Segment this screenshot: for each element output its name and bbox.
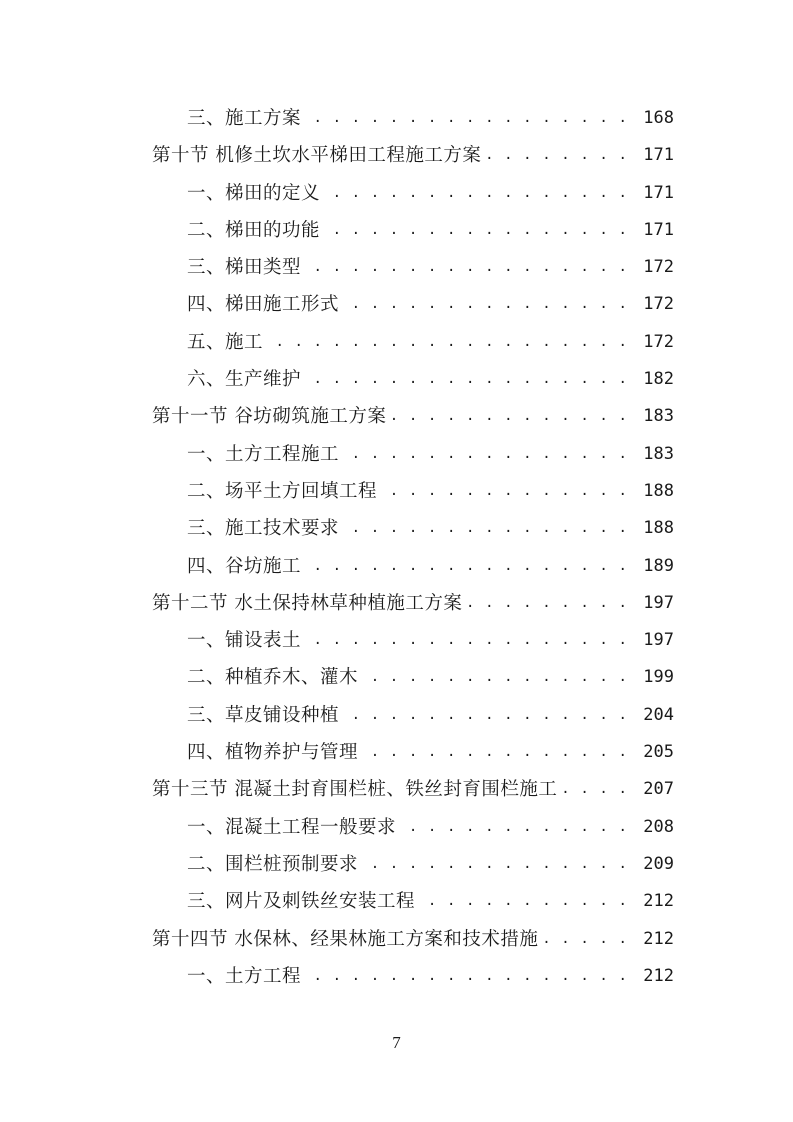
toc-dot-leader xyxy=(307,622,628,659)
toc-entry-page: 197 xyxy=(643,592,674,613)
toc-entry-page: 197 xyxy=(643,630,674,651)
toc-subsection-entry[interactable] xyxy=(0,212,793,249)
toc-dot-leader xyxy=(326,175,628,212)
toc-dot-leader xyxy=(307,100,628,137)
toc-dot-leader xyxy=(307,249,628,286)
toc-section-entry[interactable] xyxy=(0,771,793,808)
toc-entry-page: 171 xyxy=(643,182,674,203)
toc-entry-title: 一、梯田的定义 xyxy=(187,182,321,204)
toc-dot-leader xyxy=(345,510,628,547)
toc-dot-leader xyxy=(421,883,628,920)
toc-section-entry[interactable] xyxy=(0,921,793,958)
toc-entry-page: 208 xyxy=(643,816,674,837)
toc-dot-leader xyxy=(392,398,628,435)
toc-subsection-entry[interactable] xyxy=(0,846,793,883)
toc-entry-page: 183 xyxy=(643,406,674,427)
toc-subsection-entry[interactable] xyxy=(0,734,793,771)
toc-dot-leader xyxy=(364,659,628,696)
toc-section-entry[interactable] xyxy=(0,137,793,174)
toc-dot-leader xyxy=(364,734,628,771)
toc-dot-leader xyxy=(402,809,628,846)
toc-entry-title: 一、铺设表土 xyxy=(187,630,302,652)
toc-subsection-entry[interactable] xyxy=(0,249,793,286)
toc-entry-page: 172 xyxy=(643,257,674,278)
table-of-contents xyxy=(0,100,793,995)
toc-entry-title: 第十二节 水土保持林草种植施工方案 xyxy=(152,592,463,614)
toc-entry-page: 209 xyxy=(643,853,674,874)
toc-dot-leader xyxy=(307,958,628,995)
toc-entry-page: 205 xyxy=(643,742,674,763)
toc-subsection-entry[interactable] xyxy=(0,436,793,473)
toc-entry-title: 三、施工技术要求 xyxy=(187,518,340,540)
toc-subsection-entry[interactable] xyxy=(0,958,793,995)
toc-subsection-entry[interactable] xyxy=(0,175,793,212)
toc-subsection-entry[interactable] xyxy=(0,697,793,734)
toc-subsection-entry[interactable] xyxy=(0,473,793,510)
toc-section-entry[interactable] xyxy=(0,585,793,622)
toc-entry-page: 189 xyxy=(643,555,674,576)
toc-entry-page: 212 xyxy=(643,965,674,986)
toc-entry-page: 212 xyxy=(643,928,674,949)
toc-entry-title: 五、施工 xyxy=(187,331,264,353)
toc-entry-title: 一、土方工程施工 xyxy=(187,443,340,465)
toc-subsection-entry[interactable] xyxy=(0,324,793,361)
toc-entry-title: 一、混凝土工程一般要求 xyxy=(187,816,397,838)
toc-subsection-entry[interactable] xyxy=(0,510,793,547)
toc-entry-title: 二、种植乔木、灌木 xyxy=(187,667,359,689)
toc-dot-leader xyxy=(364,846,628,883)
toc-entry-title: 二、梯田的功能 xyxy=(187,219,321,241)
toc-section-entry[interactable] xyxy=(0,398,793,435)
toc-entry-page: 199 xyxy=(643,667,674,688)
toc-entry-title: 六、生产维护 xyxy=(187,369,302,391)
toc-entry-title: 二、围栏桩预制要求 xyxy=(187,853,359,875)
toc-subsection-entry[interactable] xyxy=(0,809,793,846)
toc-subsection-entry[interactable] xyxy=(0,622,793,659)
toc-subsection-entry[interactable] xyxy=(0,659,793,696)
toc-entry-title: 二、场平土方回填工程 xyxy=(187,480,378,502)
toc-subsection-entry[interactable] xyxy=(0,361,793,398)
toc-dot-leader xyxy=(345,436,628,473)
toc-dot-leader xyxy=(563,771,628,808)
toc-entry-title: 第十四节 水保林、经果林施工方案和技术措施 xyxy=(152,928,539,950)
toc-dot-leader xyxy=(307,548,628,585)
toc-dot-leader xyxy=(307,361,628,398)
toc-entry-title: 第十一节 谷坊砌筑施工方案 xyxy=(152,406,387,428)
page-number: 7 xyxy=(392,1033,401,1052)
toc-entry-page: 168 xyxy=(643,108,674,128)
toc-entry-page: 172 xyxy=(643,331,674,352)
toc-entry-page: 172 xyxy=(643,294,674,315)
toc-entry-page: 183 xyxy=(643,443,674,464)
toc-entry-title: 四、梯田施工形式 xyxy=(187,294,340,316)
toc-dot-leader xyxy=(326,212,628,249)
toc-entry-page: 212 xyxy=(643,891,674,912)
toc-dot-leader xyxy=(383,473,628,510)
toc-entry-page: 188 xyxy=(643,518,674,539)
toc-dot-leader xyxy=(269,324,628,361)
toc-entry-title: 第十节 机修土坎水平梯田工程施工方案 xyxy=(152,145,482,167)
toc-entry-page: 204 xyxy=(643,704,674,725)
toc-entry-title: 三、草皮铺设种植 xyxy=(187,704,340,726)
toc-dot-leader xyxy=(345,697,628,734)
toc-entry-title: 四、植物养护与管理 xyxy=(187,742,359,764)
toc-entry-page: 171 xyxy=(643,145,674,166)
toc-entry-title: 一、土方工程 xyxy=(187,965,302,987)
toc-subsection-entry[interactable] xyxy=(0,883,793,920)
toc-dot-leader xyxy=(544,921,628,958)
toc-dot-leader xyxy=(345,286,628,323)
toc-dot-leader xyxy=(468,585,628,622)
toc-entry-title: 三、施工方案 xyxy=(187,108,302,129)
toc-entry-title: 第十三节 混凝土封育围栏桩、铁丝封育围栏施工 xyxy=(152,779,558,801)
toc-entry-page: 207 xyxy=(643,779,674,800)
toc-entry-title: 三、网片及刺铁丝安装工程 xyxy=(187,891,416,913)
toc-subsection-entry[interactable] xyxy=(0,100,793,137)
toc-entry-page: 171 xyxy=(643,219,674,240)
toc-entry-page: 188 xyxy=(643,480,674,501)
toc-subsection-entry[interactable] xyxy=(0,548,793,585)
toc-dot-leader xyxy=(487,137,628,174)
toc-subsection-entry[interactable] xyxy=(0,286,793,323)
toc-entry-title: 三、梯田类型 xyxy=(187,257,302,279)
toc-entry-title: 四、谷坊施工 xyxy=(187,555,302,577)
toc-entry-page: 182 xyxy=(643,369,674,390)
